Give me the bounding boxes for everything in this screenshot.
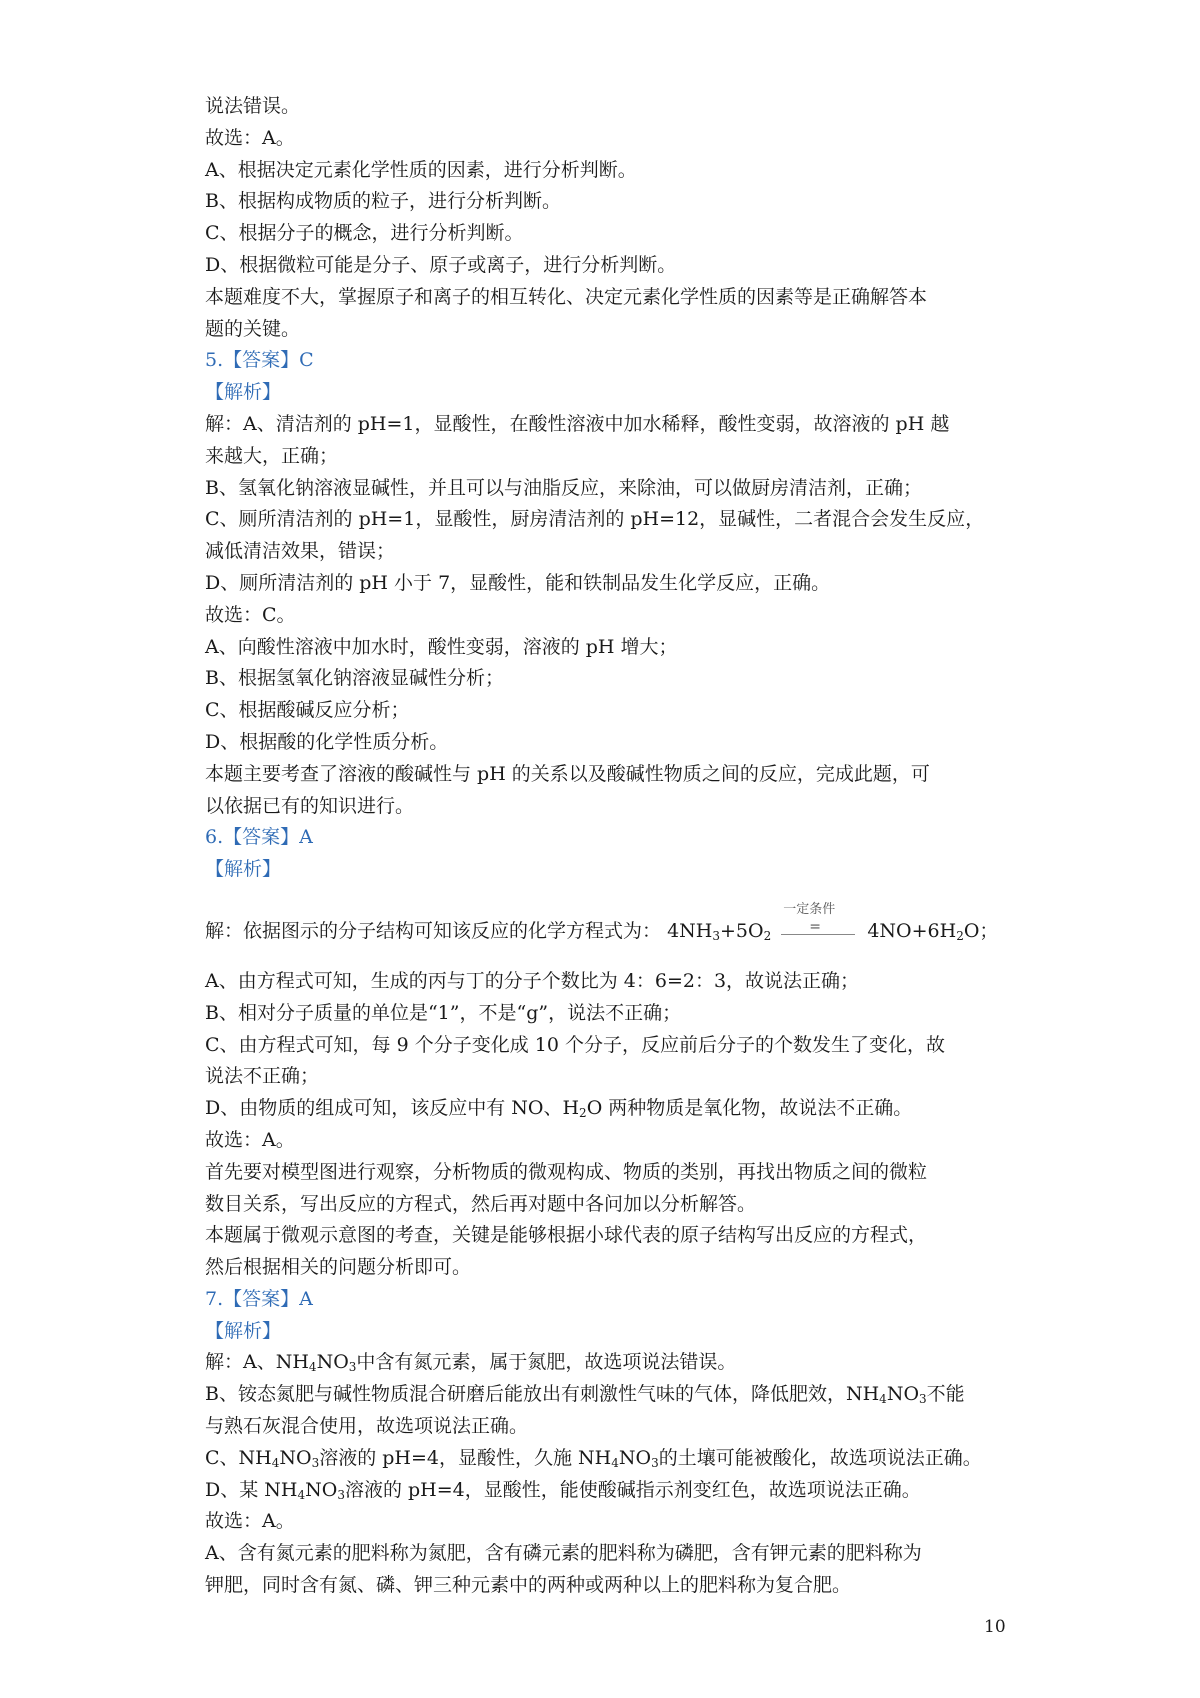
text-line: 故选：C。: [205, 603, 296, 626]
q7-option-d: D、某 $NH_4NO_3$溶液的 pH=4，显酸性，能使酸碱指示剂变红色，故选项说法正确。: [205, 1478, 921, 1502]
text-line: 减低清洁效果，错误；: [205, 540, 396, 563]
analysis-heading: 【解析】: [205, 1319, 282, 1342]
text-line: 题的关键。: [205, 317, 301, 340]
analysis-heading: 【解析】: [205, 858, 282, 881]
text-line: 说法不正确；: [205, 1065, 320, 1088]
answer-heading: 6.【答案】A: [205, 826, 313, 849]
q6-option-d: D、由物质的组成可知，该反应中有 NO、$H_2O$ 两种物质是氧化物，故说法不正确。: [205, 1097, 913, 1121]
text-line: 来越大，正确；: [205, 444, 339, 467]
text-line: 说法错误。: [205, 95, 301, 117]
text-line: 故选：A。: [205, 126, 295, 149]
text-line: C、根据分子的概念，进行分析判断。: [205, 222, 524, 245]
text-line: 然后根据相关的问题分析即可。: [205, 1256, 472, 1279]
text-line: A、根据决定元素化学性质的因素，进行分析判断。: [205, 158, 637, 181]
text-line: D、根据酸的化学性质分析。: [205, 730, 449, 753]
equation-reactants: $4NH_3+5O_2$: [667, 919, 772, 943]
q7-option-a: 解：A、$NH_4NO_3$中含有氮元素，属于氮肥，故选项说法错误。: [205, 1351, 737, 1375]
q7-summary-line2: 钾肥，同时含有氮、磷、钾三种元素中的两种或两种以上的肥料称为复合肥。: [205, 1574, 852, 1597]
text-line: 本题难度不大，掌握原子和离子的相互转化、决定元素化学性质的因素等是正确解答本: [205, 285, 928, 308]
equals-sign: =: [809, 918, 822, 935]
text-line: C、由方程式可知，每 9 个分子变化成 10 个分子，反应前后分子的个数发生了变化，故: [205, 1033, 945, 1056]
text-line: B、根据构成物质的粒子，进行分析判断。: [205, 190, 561, 213]
text-line: A、由方程式可知，生成的丙与丁的分子个数比为 4：6=2：3，故说法正确；: [205, 969, 860, 992]
equation-products: $4NO+6H_2O$；: [867, 919, 999, 943]
text-line: 本题属于微观示意图的考查，关键是能够根据小球代表的原子结构写出反应的方程式，: [205, 1224, 928, 1247]
text-line: 解：A、清洁剂的 pH=1，显酸性，在酸性溶液中加水稀释，酸性变弱，故溶液的 pH 越: [205, 412, 950, 435]
answer-heading: 5.【答案】C: [205, 349, 314, 372]
text-line: 数目关系，写出反应的方程式，然后再对题中各问加以分析解答。: [205, 1192, 757, 1215]
q7-summary-line1: A、含有氮元素的肥料称为氮肥，含有磷元素的肥料称为磷肥，含有钾元素的肥料称为: [205, 1542, 922, 1565]
text-block-b: [205, 966, 1005, 1093]
text-line: C、根据酸碱反应分析；: [205, 699, 410, 722]
text-block-a: [205, 91, 1005, 886]
text-line: 以依据已有的知识进行。: [205, 794, 415, 817]
text-line: B、氢氧化钠溶液显碱性，并且可以与油脂反应，来除油，可以做厨房清洁剂，正确；: [205, 476, 922, 499]
text-line: B、根据氢氧化钠溶液显碱性分析；: [205, 667, 504, 690]
q7-option-b-line1: B、铵态氮肥与碱性物质混合研磨后能放出有刺激性气味的气体，降低肥效，$NH_4NO_3$不能: [205, 1383, 965, 1407]
q7-choice: 故选：A。: [205, 1510, 295, 1533]
document-body: [205, 91, 1005, 1602]
chemical-equation-line: [205, 890, 1005, 966]
equation-prefix: 解：依据图示的分子结构可知该反应的化学方程式为：: [205, 919, 662, 942]
text-line: 本题主要考查了溶液的酸碱性与 pH 的关系以及酸碱性物质之间的反应，完成此题，可: [205, 762, 930, 785]
reaction-condition-arrow: [781, 901, 855, 942]
q7-option-b-line2: 与熟石灰混合使用，故选项说法正确。: [205, 1415, 529, 1438]
text-block-c: [205, 1125, 1005, 1348]
text-line: B、相对分子质量的单位是“1”，不是“g”，说法不正确；: [205, 1001, 682, 1024]
text-line: 首先要对模型图进行观察，分析物质的微观构成、物质的类别，再找出物质之间的微粒: [205, 1160, 928, 1183]
text-line: D、根据微粒可能是分子、原子或离子，进行分析判断。: [205, 253, 677, 276]
reaction-condition: 一定条件: [783, 901, 836, 917]
text-line: 故选：A。: [205, 1128, 295, 1151]
q7-option-c: C、$NH_4NO_3$溶液的 pH=4，显酸性，久施 $NH_4NO_3$的土壤可能被酸化，故选项说法正确。: [205, 1446, 982, 1470]
text-line: D、厕所清洁剂的 pH 小于 7，显酸性，能和铁制品发生化学反应，正确。: [205, 571, 831, 594]
page-number: 10: [984, 1617, 1006, 1637]
answer-heading: 7.【答案】A: [205, 1287, 313, 1310]
text-line: C、厕所清洁剂的 pH=1，显酸性，厨房清洁剂的 pH=12，显碱性，二者混合会发生反应，: [205, 508, 985, 531]
text-line: A、向酸性溶液中加水时，酸性变弱，溶液的 pH 增大；: [205, 635, 678, 658]
analysis-heading: 【解析】: [205, 381, 282, 404]
